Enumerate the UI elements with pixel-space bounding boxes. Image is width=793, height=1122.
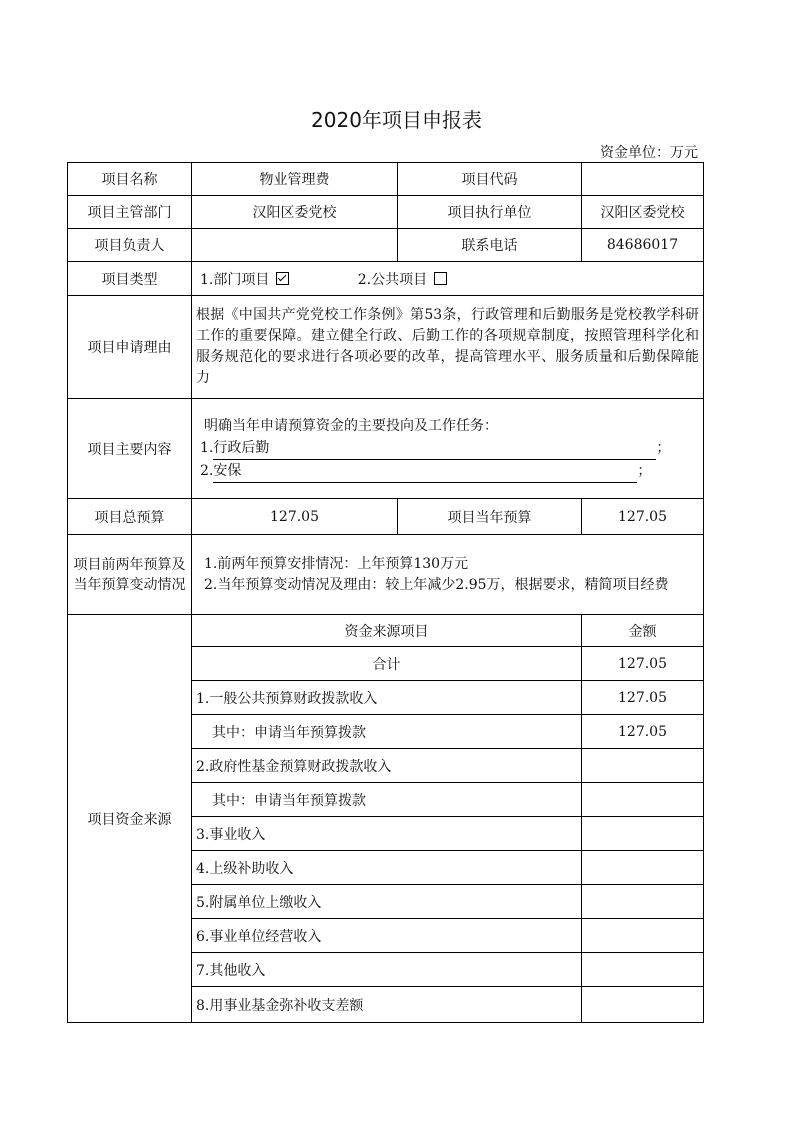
funding-item-name: 合计 (192, 647, 582, 681)
funding-item-name: 6.事业单位经营收入 (192, 919, 582, 953)
table-row (68, 229, 704, 262)
application-reason-label: 项目申请理由 (68, 296, 192, 399)
funding-source-label: 项目资金来源 (68, 615, 192, 1023)
checked-checkbox-icon[interactable] (276, 272, 289, 285)
budget-change-text (192, 535, 704, 615)
type-option-public: 2.公共项目 (357, 271, 428, 288)
funding-item-amount (582, 953, 704, 987)
table-row (68, 296, 704, 399)
funding-item-amount (582, 885, 704, 919)
project-type-options (192, 262, 704, 296)
table-row (68, 499, 704, 535)
project-type-label: 项目类型 (68, 262, 192, 296)
total-budget-value: 127.05 (192, 499, 398, 535)
funding-item-amount: 127.05 (582, 681, 704, 715)
supervising-dept-label: 项目主管部门 (68, 196, 192, 229)
budget-change-line-1: 1.前两年预算安排情况：上年预算130万元 (204, 555, 469, 572)
total-budget-label: 项目总预算 (68, 499, 192, 535)
project-code-value (582, 163, 704, 196)
funding-header-amount: 金额 (582, 615, 704, 647)
project-code-label: 项目代码 (398, 163, 582, 196)
content-item-1: 1.行政后勤 ； (200, 437, 695, 460)
funding-item-name: 5.附属单位上缴收入 (192, 885, 582, 919)
main-content-label: 项目主要内容 (68, 399, 192, 499)
project-application-table (67, 162, 704, 1023)
funding-item-name: 7.其他收入 (192, 953, 582, 987)
table-row (68, 163, 704, 196)
unchecked-checkbox-icon[interactable] (434, 272, 447, 285)
main-content-intro: 明确当年申请预算资金的主要投向及工作任务： (204, 417, 498, 434)
funding-item-name: 3.事业收入 (192, 817, 582, 851)
project-name-label: 项目名称 (68, 163, 192, 196)
table-row (68, 615, 704, 647)
contact-phone-value: 84686017 (582, 229, 704, 262)
funding-item-name: 2.政府性基金预算财政拨款收入 (192, 749, 582, 783)
funding-item-name: 4.上级补助收入 (192, 851, 582, 885)
supervising-dept-value: 汉阳区委党校 (192, 196, 398, 229)
funding-item-amount (582, 919, 704, 953)
page-title: 2020年项目申报表 (311, 108, 482, 132)
funding-header-item: 资金来源项目 (192, 615, 582, 647)
funding-item-name: 8.用事业基金弥补收支差额 (192, 987, 582, 1023)
funding-item-amount (582, 749, 704, 783)
budget-change-line-2: 2.当年预算变动情况及理由：较上年减少2.95万，根据要求，精简项目经费 (204, 576, 669, 593)
content-item-2: 2.安保 ； (200, 460, 695, 483)
funding-item-name: 1.一般公共预算财政拨款收入 (192, 681, 582, 715)
current-year-budget-label: 项目当年预算 (398, 499, 582, 535)
application-reason-text: 根据《中国共产党党校工作条例》第53条，行政管理和后勤服务是党校教学科研工作的重要保障。建立健全行政、后勤工作的各项规章制度，按照管理科学化和服务规范化的要求进行各项必要的改革，提高管理水平、服务质量和后勤保障能力 (192, 296, 704, 399)
funding-item-amount (582, 783, 704, 817)
funding-item-amount (582, 851, 704, 885)
executing-unit-label: 项目执行单位 (398, 196, 582, 229)
funding-item-name: 其中：申请当年预算拨款 (192, 783, 582, 817)
contact-phone-label: 联系电话 (398, 229, 582, 262)
executing-unit-value: 汉阳区委党校 (582, 196, 704, 229)
main-content (192, 399, 704, 499)
funding-item-amount: 127.05 (582, 647, 704, 681)
project-owner-label: 项目负责人 (68, 229, 192, 262)
table-row (68, 399, 704, 499)
content-item-2-text: 安保 (213, 460, 637, 483)
content-item-1-text: 行政后勤 (213, 437, 656, 460)
table-row (68, 262, 704, 296)
type-option-department: 1.部门项目 (200, 271, 270, 288)
funding-item-amount: 127.05 (582, 715, 704, 749)
table-row (68, 196, 704, 229)
project-owner-value (192, 229, 398, 262)
current-year-budget-value: 127.05 (582, 499, 704, 535)
funding-item-amount (582, 817, 704, 851)
funding-item-name: 其中：申请当年预算拨款 (192, 715, 582, 749)
currency-unit: 资金单位：万元 (600, 145, 698, 161)
budget-change-label: 项目前两年预算及当年预算变动情况 (68, 535, 192, 615)
project-name-value: 物业管理费 (192, 163, 398, 196)
table-row (68, 535, 704, 615)
funding-item-amount (582, 987, 704, 1023)
